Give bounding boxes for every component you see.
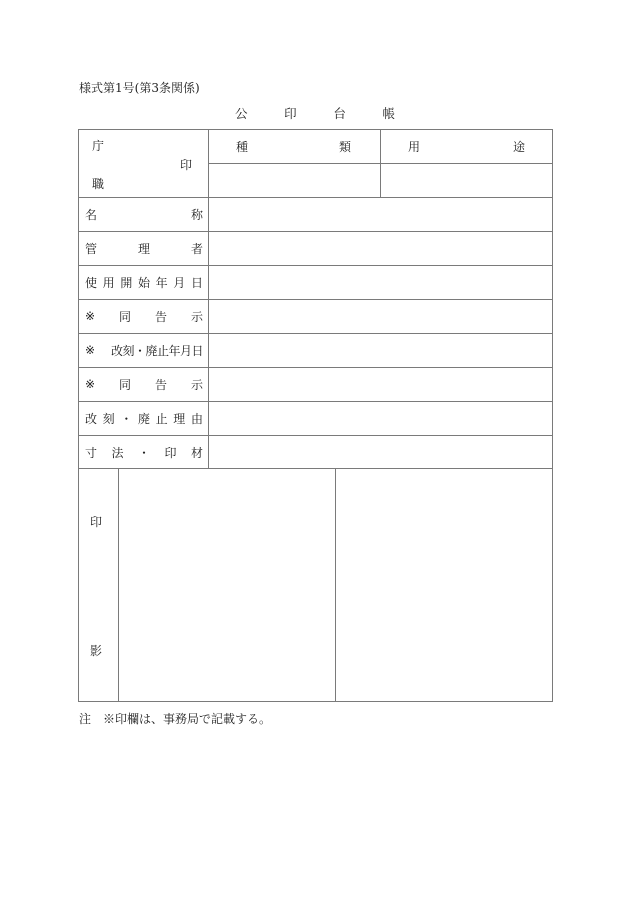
use-header-char: 用 — [408, 139, 421, 154]
label-char: 管 — [85, 241, 98, 256]
impression-cell-right[interactable] — [336, 469, 552, 701]
row-label-start-date — [85, 274, 203, 290]
impression-cell-left[interactable] — [119, 469, 335, 701]
label-char: 始 — [137, 275, 150, 290]
title-char: 帳 — [382, 106, 395, 121]
name-value-cell[interactable] — [209, 198, 552, 231]
label-char: 同 — [119, 377, 132, 392]
row-label-size-material — [85, 444, 203, 460]
label-char: 使 — [85, 275, 98, 290]
label-char: 理 — [137, 241, 150, 256]
label-char: ※ — [85, 343, 96, 357]
label-char: 用 — [102, 275, 115, 290]
label-char: ・ — [120, 411, 133, 426]
label-char: 名 — [85, 207, 98, 222]
label-char: ※ — [85, 309, 96, 323]
use-header-char: 途 — [512, 139, 525, 154]
revision-reason-value-cell[interactable] — [209, 402, 552, 435]
label-char: 廃 — [137, 411, 150, 426]
label-char: ・ — [137, 445, 150, 460]
title-char: 公 — [235, 106, 248, 121]
kind-header-char: 種 — [236, 139, 249, 154]
label-char: 印 — [164, 445, 177, 460]
label-char: 改刻・廃止年月日 — [110, 343, 203, 358]
label-char: 告 — [154, 309, 167, 324]
row-label-notice-1 — [85, 308, 203, 324]
notice-1-value-cell[interactable] — [209, 300, 552, 333]
label-char: 開 — [120, 275, 133, 290]
label-char: 称 — [190, 207, 203, 222]
label-char: 理 — [173, 411, 186, 426]
table-border-left — [78, 129, 79, 702]
page-title — [235, 104, 395, 122]
label-char: 年 — [155, 275, 168, 290]
table-border-right — [552, 129, 553, 702]
row-label-name — [85, 206, 203, 222]
manager-value-cell[interactable] — [209, 232, 552, 265]
label-char: 改 — [85, 411, 98, 426]
label-char: 者 — [190, 241, 203, 256]
office-seal-label-mid: 印 — [180, 157, 193, 172]
label-char: 告 — [154, 377, 167, 392]
label-char: ※ — [85, 377, 96, 391]
label-char: 示 — [190, 309, 203, 324]
office-seal-label-bottom: 職 — [92, 176, 105, 191]
size-material-value-cell[interactable] — [209, 436, 552, 468]
start-date-value-cell[interactable] — [209, 266, 552, 299]
label-char: 刻 — [102, 411, 115, 426]
title-char: 印 — [284, 106, 297, 121]
row-label-revision-reason — [85, 410, 203, 426]
footnote-label: 注 — [79, 712, 92, 726]
label-char: 止 — [155, 411, 168, 426]
use-header — [408, 138, 525, 154]
form-number: 様式第1号(第3条関係) — [79, 81, 200, 95]
kind-header — [236, 138, 351, 154]
office-seal-label-top: 庁 — [92, 138, 105, 153]
label-char: 寸 — [85, 445, 98, 460]
label-char: 同 — [119, 309, 132, 324]
table-border-bottom — [78, 701, 553, 702]
label-char: 法 — [111, 445, 124, 460]
label-char: 示 — [190, 377, 203, 392]
label-char: 材 — [190, 445, 203, 460]
notice-2-value-cell[interactable] — [209, 368, 552, 401]
label-char: 日 — [190, 275, 203, 290]
kind-header-char: 類 — [338, 139, 351, 154]
revision-date-value-cell[interactable] — [209, 334, 552, 367]
title-char: 台 — [333, 106, 346, 121]
label-char: 由 — [190, 411, 203, 426]
row-label-notice-2 — [85, 376, 203, 392]
use-value-cell[interactable] — [381, 164, 552, 197]
row-label-revision-date — [85, 342, 203, 358]
label-char: 月 — [173, 275, 186, 290]
impression-label-bottom: 影 — [90, 643, 103, 658]
table-border-top — [78, 129, 553, 130]
footnote — [79, 710, 271, 727]
impression-label-top: 印 — [90, 514, 103, 529]
footnote-text: ※印欄は、事務局で記載する。 — [103, 712, 272, 726]
row-label-manager — [85, 240, 203, 256]
kind-value-cell[interactable] — [209, 164, 380, 197]
